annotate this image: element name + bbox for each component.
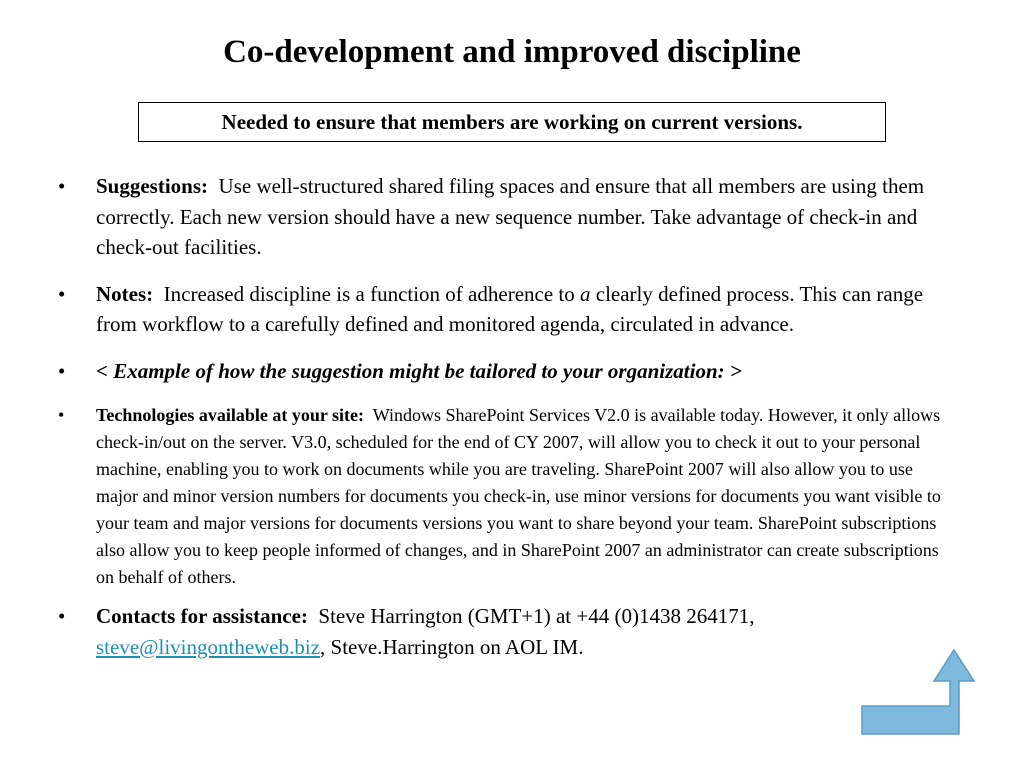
bullet-notes [0,279,1024,340]
bullet-marker: • [58,358,66,383]
notes-text-before: Increased discipline is a function of adherence to [163,281,580,306]
bullet-suggestions [0,171,1024,263]
bullet-marker: • [58,281,66,306]
bullet-technologies [0,402,1024,591]
contact-email-link[interactable]: steve@livingontheweb.biz [96,634,321,659]
technologies-label: Technologies available at your site: [96,405,365,425]
contacts-text-after: , Steve.Harrington on AOL IM. [320,634,584,659]
suggestions-label: Suggestions: [96,174,209,198]
callout-box [138,102,886,142]
bullet-example [0,356,1024,387]
technologies-text: Windows SharePoint Services V2.0 is available today. However, it only allows check-in/out on the server. V3.0, scheduled for the end of CY 2007, will allow you to check it out to your personal machine, enabling you to work on documents while you are traveling. SharePoint 2007 will also allow you to use major and minor version numbers for documents you check-in, use minor versions for documents you want visible to your team and major versions for documents versions you want to share beyond your team. SharePoint subscriptions also allow you to keep people informed of changes, and in SharePoint 2007 an administrator can create subscriptions on behalf of others. [96,405,941,587]
contacts-label: Contacts for assistance: [96,604,308,628]
notes-text-after: clearly defined process. This can range from workflow to a carefully defined and monitored agenda, circulated in advance. [96,281,924,336]
suggestions-text: Use well-structured shared filing spaces and ensure that all members are using them correctly. Each new version should have a new sequence number. Take advantage of check-in and check-out facilities. [96,174,925,259]
return-arrow-icon[interactable] [860,648,984,736]
callout-text: Needed to ensure that members are working on current versions. [221,110,803,134]
contacts-text-before: Steve Harrington (GMT+1) at +44 (0)1438 264171, [318,604,755,628]
bullet-marker: • [58,405,65,425]
bullet-list [0,171,1024,678]
notes-text-italic: a [580,281,591,306]
bullet-marker: • [58,604,66,628]
slide-title: Co-development and improved discipline [223,34,801,70]
bullet-marker: • [58,174,66,198]
return-arrow-shape[interactable] [862,650,974,734]
example-text: < Example of how the suggestion might be tailored to your organization: > [96,358,742,383]
notes-label: Notes: [96,281,154,306]
